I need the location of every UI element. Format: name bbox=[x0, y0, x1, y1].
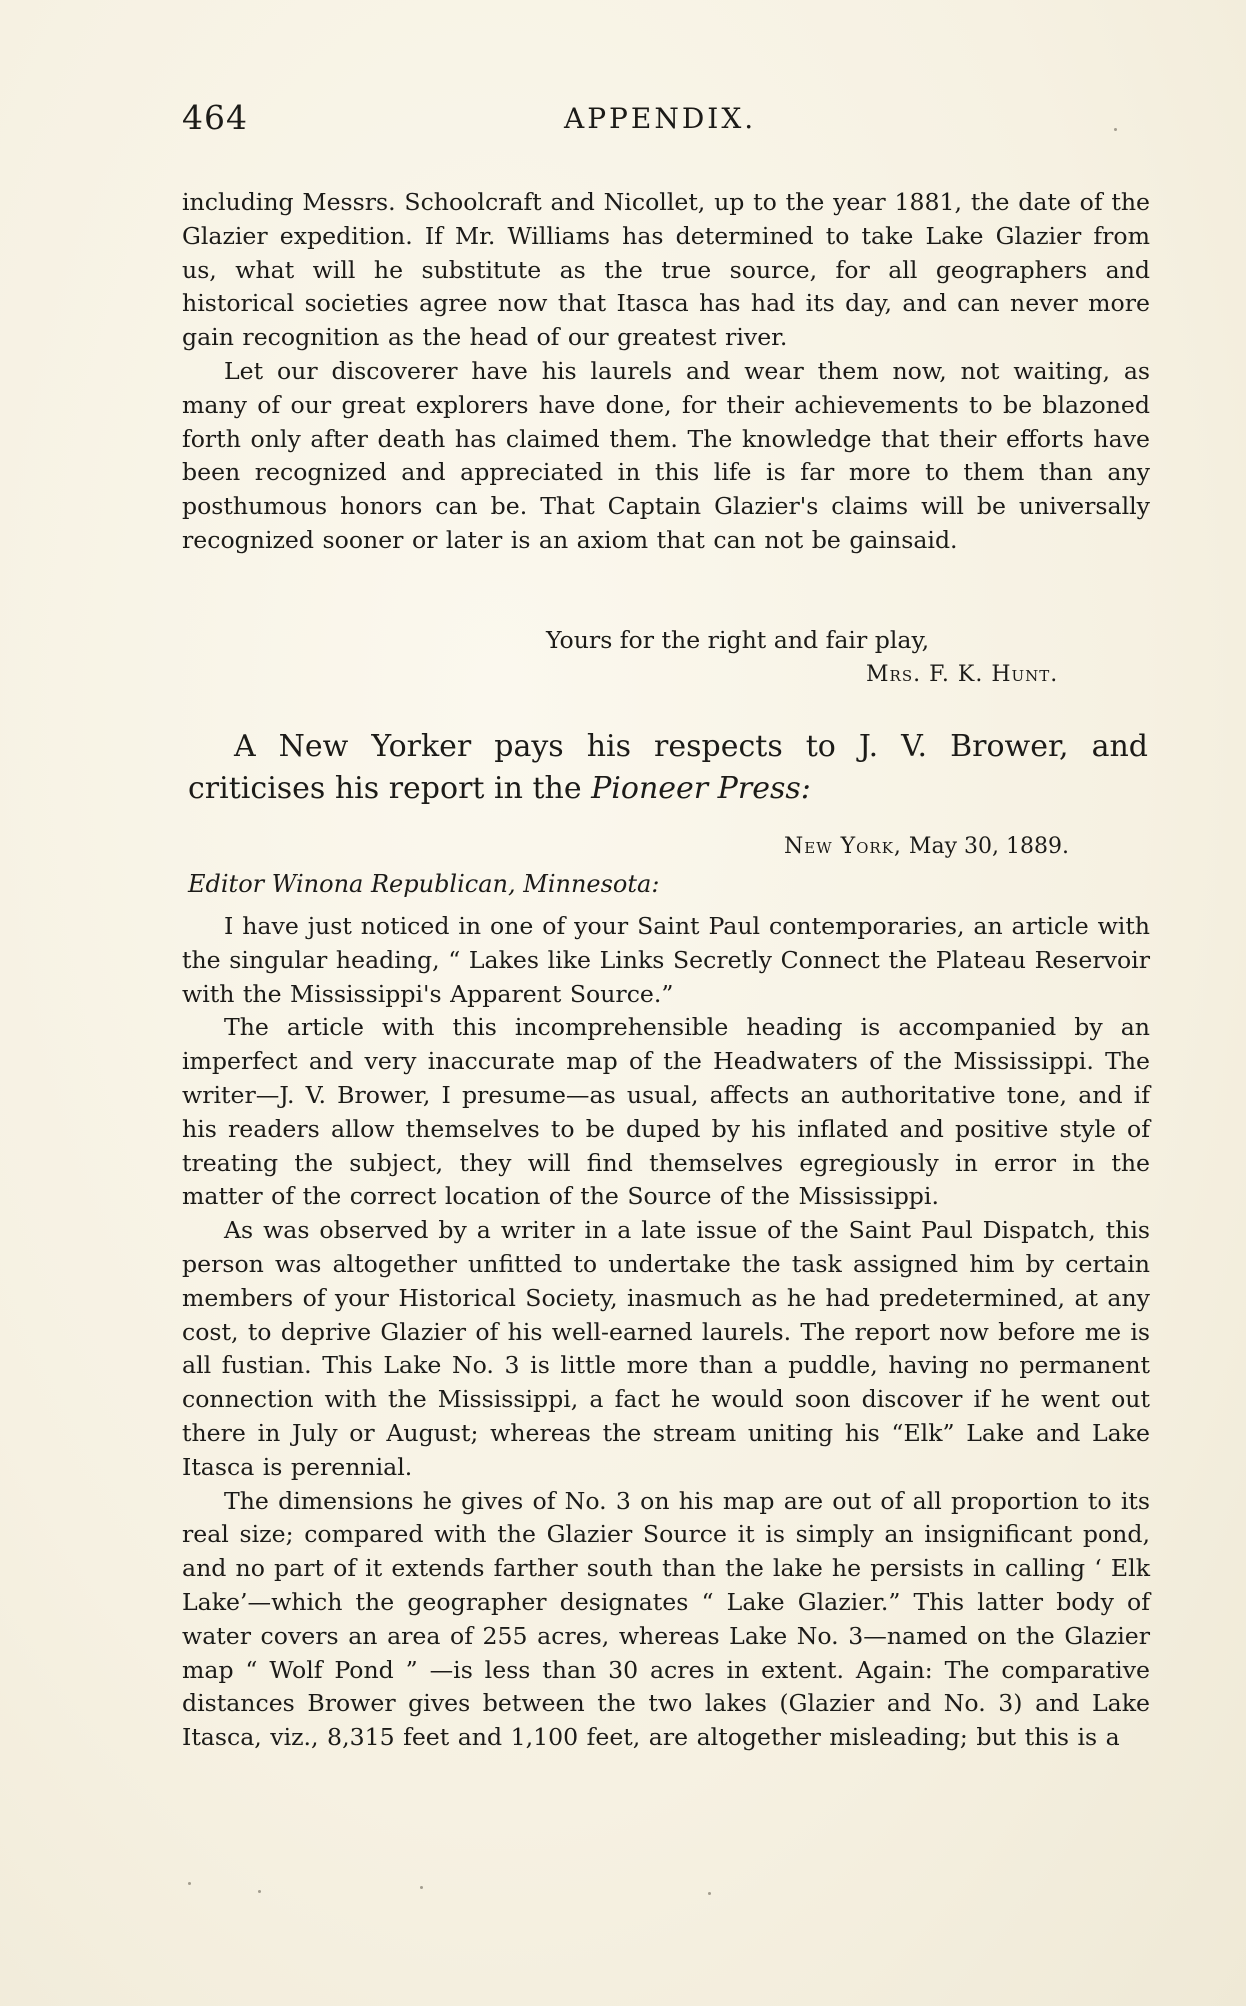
page-number: 464 bbox=[182, 98, 248, 137]
print-speck bbox=[188, 1882, 191, 1885]
paragraph: The dimensions he gives of No. 3 on his map are out of all proportion to its real size; compared with the Glazier Source it is simply an insignificant pond, and no part of it extends farther south than the lake he persists in calling ‘ Elk Lake’—which the geographer designates “ Lake Glazier.” This latter body of water covers an area of 255 acres, whereas Lake No. 3—named on the Glazier map “ Wolf Pond ” —is less than 30 acres in extent. Again: The comparative distances Brower gives between the two lakes (Glazier and No. 3) and Lake Itasca, viz., 8,315 feet and 1,100 feet, are altogether misleading; but this is a bbox=[182, 1486, 1150, 1752]
letter-newyorker-body bbox=[182, 910, 1150, 1755]
paragraph: including Messrs. Schoolcraft and Nicollet, up to the year 1881, the date of the Glazier expedition. If Mr. Williams has determined to take Lake Glazier from us, what will he substitute as the true source, for all geographers and historical societies agree now that Itasca has had its day, and can never more gain recognition as the head of our greatest river. bbox=[182, 188, 1150, 352]
letter-hunt-body bbox=[182, 186, 1150, 558]
salutation: Editor Winona Republican, Minnesota: bbox=[188, 870, 660, 898]
paragraph: As was observed by a writer in a late issue of the Saint Paul Dispatch, this person was altogether unfitted to undertake the task assigned him by certain members of your Historical Society, inasmuch as he had predetermined, at any cost, to deprive Glazier of his well-earned laurels. The report now before me is all fustian. This Lake No. 3 is little more than a puddle, having no permanent connection with the Mississippi, a fact he would soon discover if he went out there in July or August; whereas the stream uniting his “Elk” Lake and Lake Itasca is perennial. bbox=[182, 1216, 1150, 1481]
print-speck bbox=[1114, 128, 1117, 131]
page-header bbox=[182, 98, 1122, 148]
print-speck bbox=[708, 1892, 711, 1895]
intro-text: A New Yorker pays his respects to J. V. Brower, and criticises his report in the bbox=[188, 729, 1148, 806]
dateline-place: New York, bbox=[784, 834, 902, 859]
dateline bbox=[784, 834, 1069, 859]
paragraph: Let our discoverer have his laurels and wear them now, not waiting, as many of our great explorers have done, for their achievements to be blazoned forth only after death has claimed them. The knowledge that their efforts have been recognized and appreciated in this life is far more to them than any posthumous honors can be. That Captain Glazier's claims will be universally recognized sooner or later is an axiom that can not be gainsaid. bbox=[182, 356, 1150, 554]
print-speck bbox=[420, 1886, 423, 1889]
letter-closing: Yours for the right and fair play, bbox=[546, 626, 930, 654]
print-specks bbox=[180, 1880, 740, 1900]
intro-italic: Pioneer Press: bbox=[591, 771, 811, 806]
section-intro bbox=[188, 726, 1148, 810]
paragraph: I have just noticed in one of your Saint Paul contemporaries, an article with the singular heading, “ Lakes like Links Secretly Connect the Plateau Reservoir with the Mississippi's Apparent Source.” bbox=[182, 912, 1150, 1008]
print-speck bbox=[258, 1890, 261, 1893]
running-head: APPENDIX. bbox=[564, 102, 757, 135]
dateline-date: May 30, 1889. bbox=[901, 834, 1069, 859]
letter-signature: Mrs. F. K. Hunt. bbox=[866, 662, 1059, 687]
paragraph: The article with this incomprehensible heading is accompanied by an imperfect and very inaccurate map of the Headwaters of the Mississippi. The writer—J. V. Brower, I presume—as usual, affects an authoritative tone, and if his readers allow themselves to be duped by his inflated and positive style of treating the subject, they will find themselves egregiously in error in the matter of the correct location of the Source of the Mississippi. bbox=[182, 1013, 1150, 1211]
